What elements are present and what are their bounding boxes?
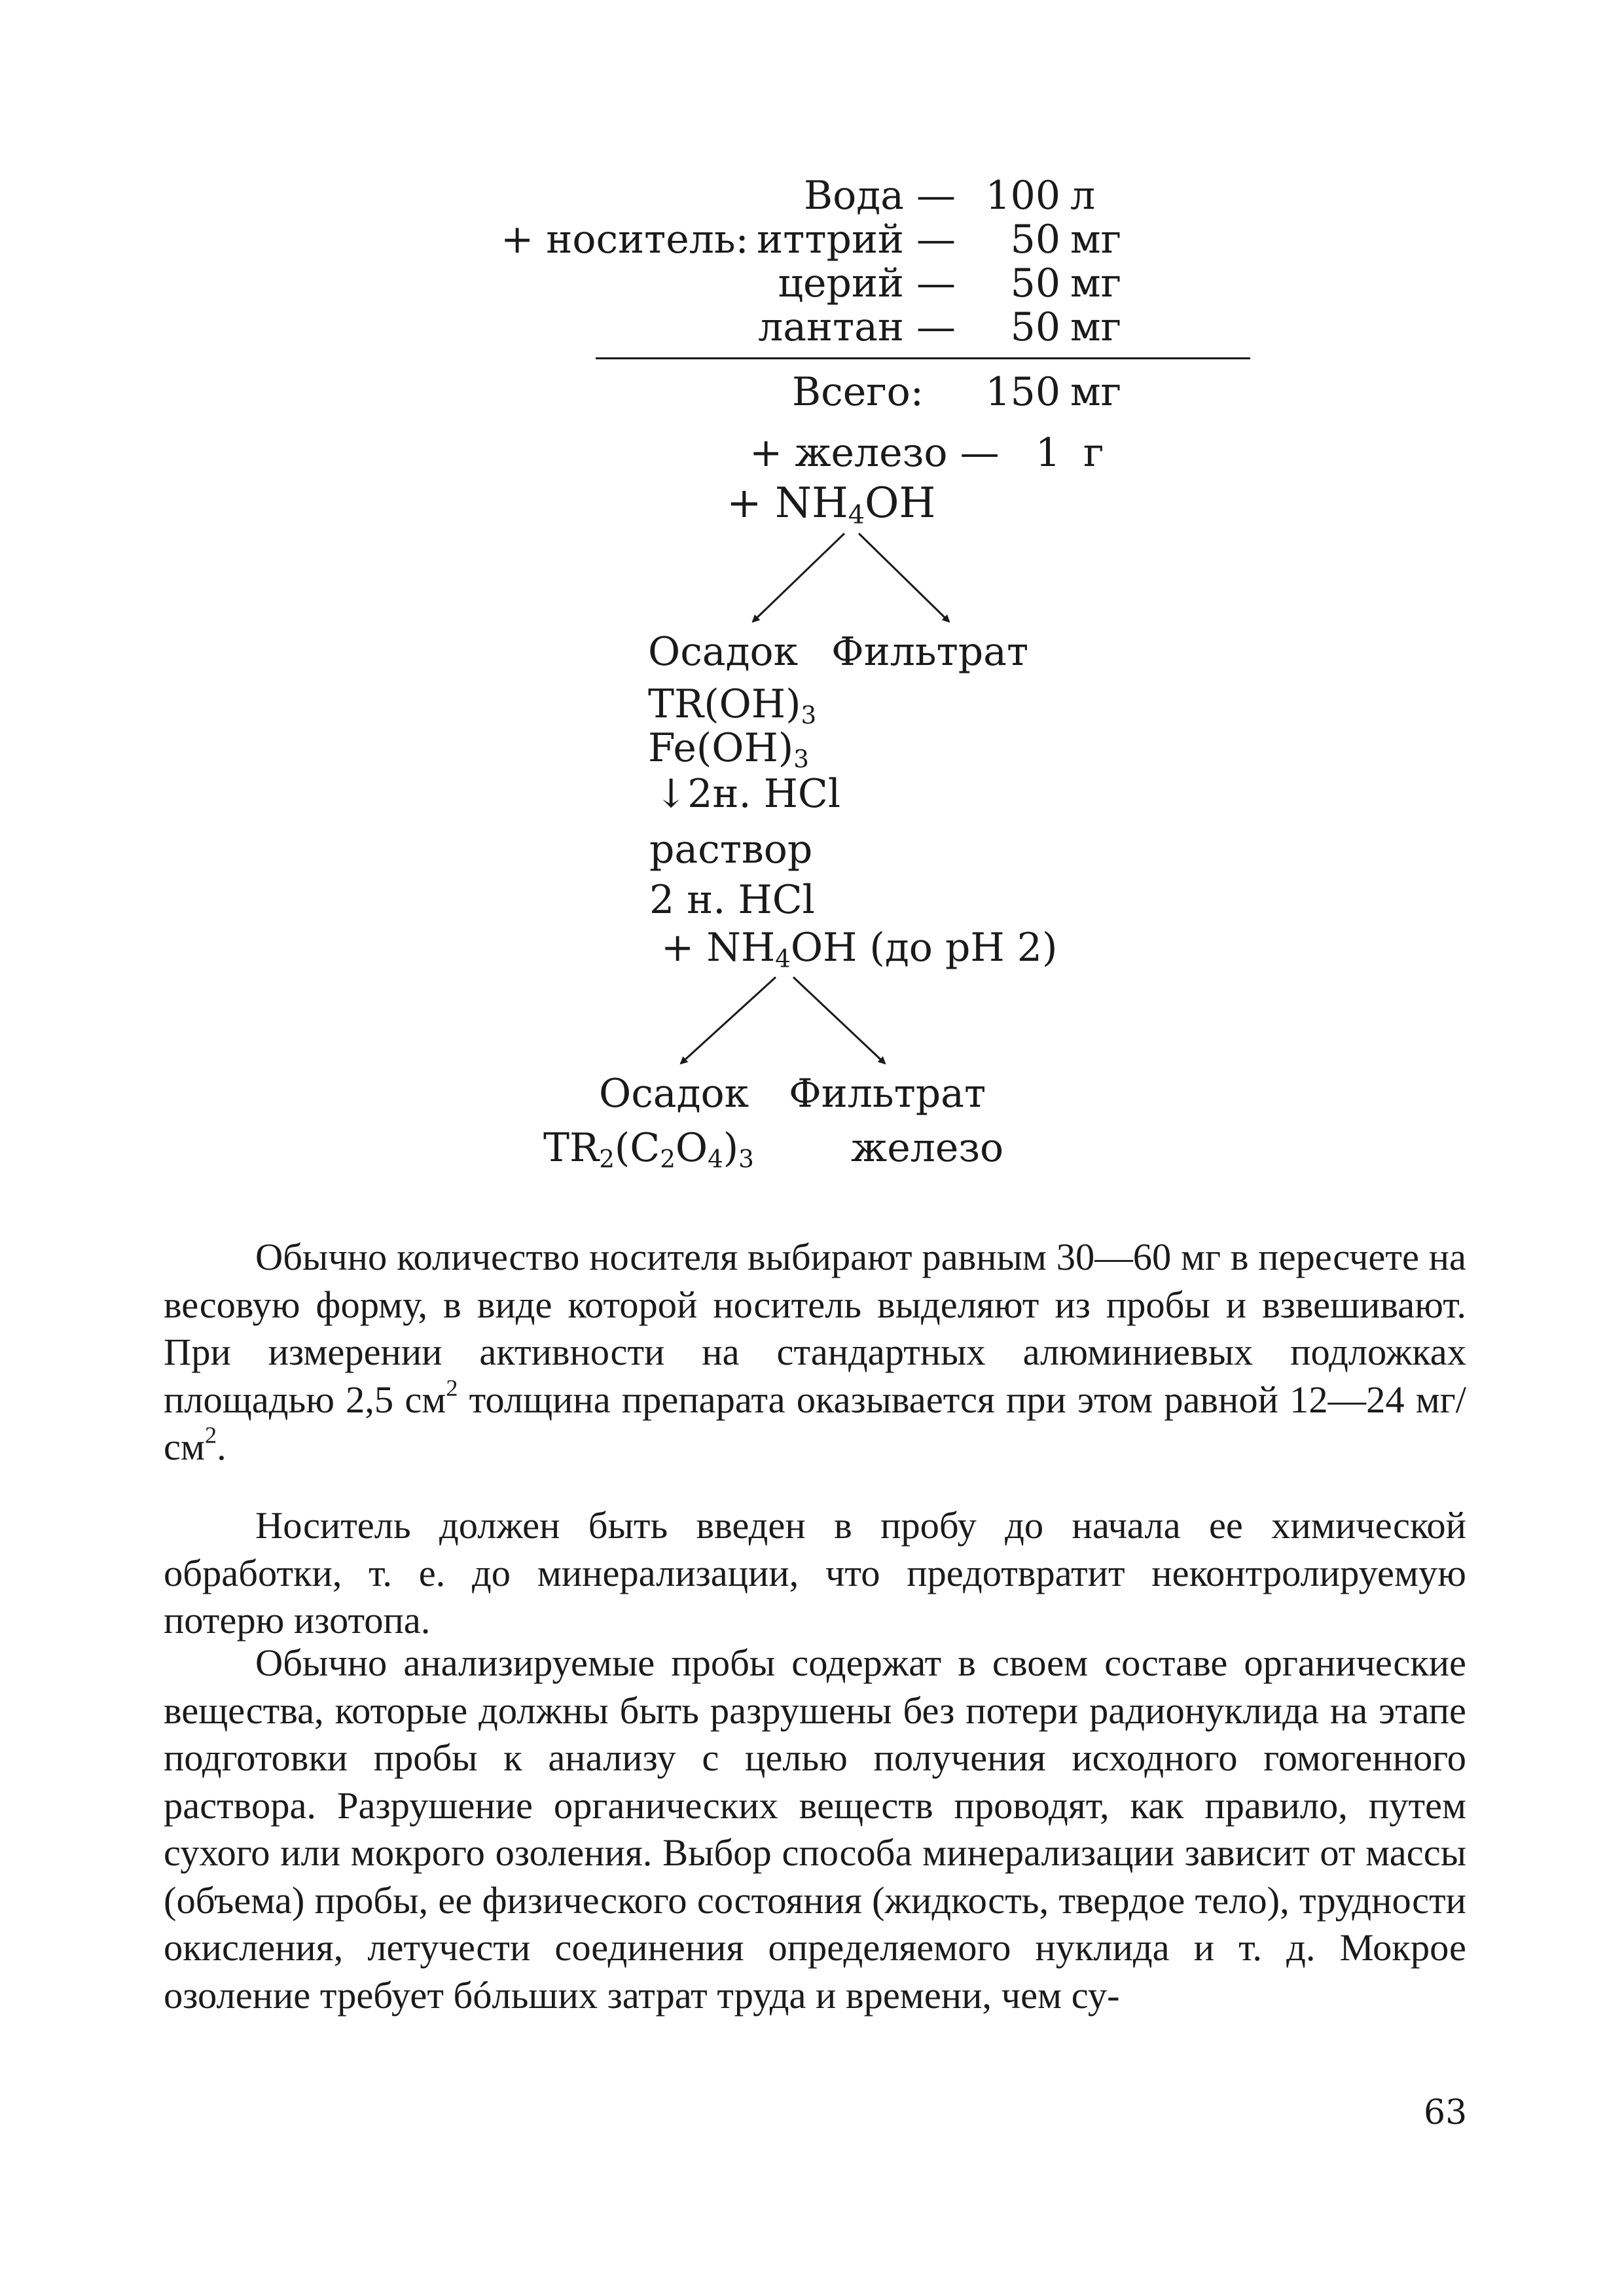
iron-label: + железо — <box>749 430 1000 476</box>
carrier-name: лантан — <box>758 304 956 350</box>
total-unit: мг <box>1070 369 1122 415</box>
water-unit: л <box>1070 173 1096 219</box>
arrow-right-1 <box>859 533 949 622</box>
solution-acid: 2 н. HCl <box>649 877 815 923</box>
precipitate-label: Осадок <box>648 629 799 675</box>
compound-tr-hydroxide: $TR(OH)_3$ <box>648 681 817 730</box>
total-value: 150 <box>985 369 1060 415</box>
arrow-left-1 <box>753 533 844 622</box>
carrier-name: иттрий — <box>757 217 956 262</box>
filtrate-label: Фильтрат <box>789 1071 986 1117</box>
iron-value: 1 <box>1035 430 1060 476</box>
carrier-value: 50 <box>1010 217 1060 262</box>
arrow-right-2 <box>793 977 885 1064</box>
paragraph-mineralization: Обычно анализируемые пробы содержат в своем составе органические вещества, которые должны быть разрушены без потери радионуклида на этапе подготовки пробы к анализу с целью получения исходного гомогенного раствора. Разрушение органических веществ проводят, как правило, путем сухого или мокрого озоления. Выбор способа минерализации зависит от массы (объема) пробы, ее физического состояния (жидкость, твердое тело), трудности окисления, летучести соединения определяемого нуклида и т. д. Мокрое озоление требует бóльших затрат труда и времени, чем су- <box>164 1641 1466 2017</box>
precipitate-label: Осадок <box>599 1071 749 1117</box>
reagent-ammonia: + $NH_4OH$ <box>727 479 936 530</box>
acid-step: ↓2н. HCl <box>655 771 841 817</box>
carrier-value: 50 <box>1010 260 1060 306</box>
paragraph-carrier-amount: Обычно количество носителя выбирают равным 30—60 мг в пересчете на весовую форму, в виде которой носитель выделяют из пробы и взвешивают. При измерении активности на стандартных алюминиевых подложках площадью 2,5 $см^2$ толщина препарата оказывается при этом равной 12—24 $мг/см^2$. <box>164 1236 1466 1468</box>
carrier-unit: мг <box>1070 217 1122 262</box>
filtrate-label: Фильтрат <box>831 629 1029 675</box>
compound-tr-oxalate: $TR_2(C_2O_4)_3$ <box>543 1125 754 1174</box>
paragraph-carrier-introduction: Носитель должен быть введен в пробу до начала ее химической обработки, т. е. до минерализации, что предотвратит неконтролируемую потерю изотопа. <box>164 1504 1466 1641</box>
carrier-unit: мг <box>1070 304 1122 350</box>
solution-line: раствор <box>649 827 813 872</box>
carrier-prefix: + носитель: <box>501 217 749 262</box>
reagent-ammonia-ph: + $NH_4OH$ (до pH 2) <box>661 925 1058 973</box>
page-number: 63 <box>1424 2093 1468 2132</box>
carrier-value: 50 <box>1010 304 1060 350</box>
water-label: Вода — <box>803 173 956 219</box>
carrier-name: церий — <box>778 260 956 306</box>
carrier-unit: мг <box>1070 260 1122 306</box>
water-value: 100 <box>985 173 1060 219</box>
arrow-left-2 <box>681 977 776 1064</box>
iron-unit: г <box>1083 430 1104 476</box>
filtrate-iron: железо <box>851 1125 1004 1171</box>
compound-fe-hydroxide: $Fe(OH)_3$ <box>648 725 809 774</box>
total-label: Всего: <box>792 369 924 415</box>
